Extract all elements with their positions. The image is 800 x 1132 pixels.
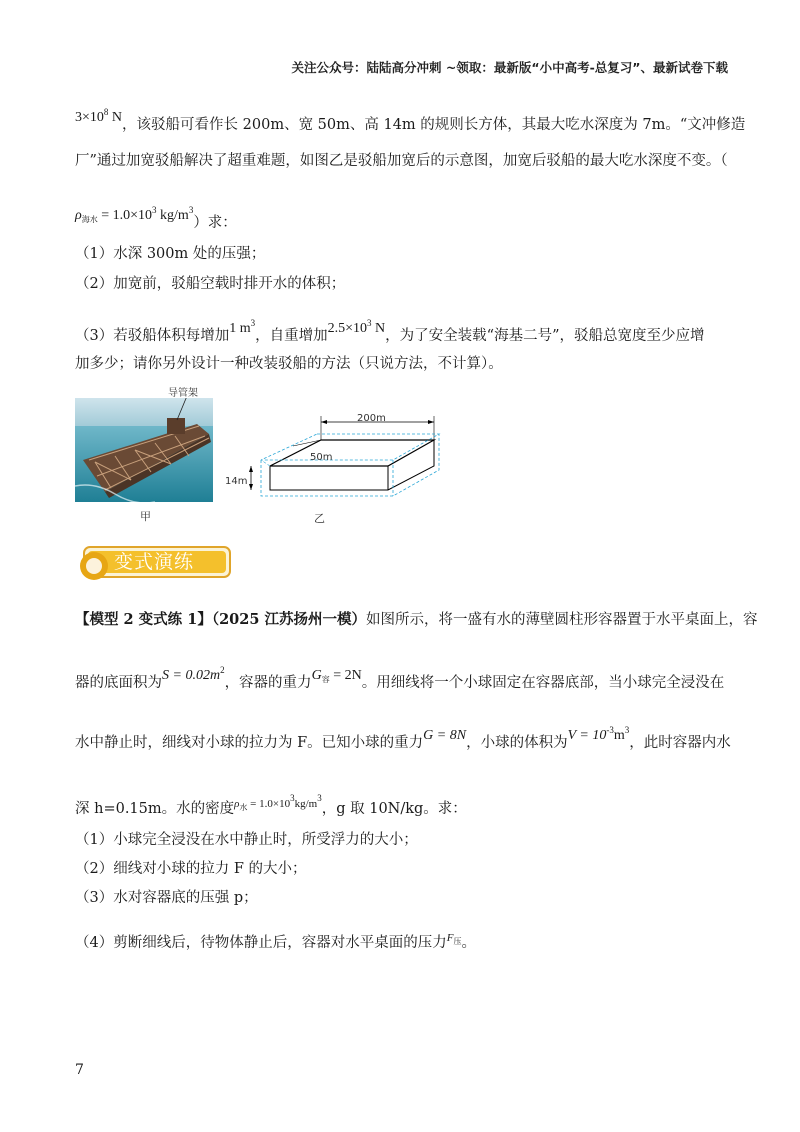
p1-line3: $\rho_{海水} = 1.0\times 10^3$ $kg/m^3$）求： <box>75 205 237 231</box>
volume-formula: 1 $m^3$ <box>229 318 256 336</box>
p2-source: （2025 江苏扬州一模） <box>211 611 366 628</box>
rho-seawater-formula: $\rho_{海水} = 1.0\times 10^3$ $kg/m^3$ <box>75 205 194 224</box>
length-label: 200m <box>357 413 386 424</box>
p2-line4: 深 h=0.15m。水的密度$^{\rho_水 = 1.0\times 10^3kg/m^3}$，g 取 10N/kg。求： <box>75 793 467 817</box>
p2-question-4: （4）剪断细线后，待物体静止后，容器对水平桌面的压力$^{F_压}$。 <box>75 932 476 951</box>
width-label: 50m <box>310 452 333 463</box>
ball-weight-formula: G = 8N <box>423 728 467 743</box>
p2-tag: 【模型 2 变式练 1】 <box>75 611 212 628</box>
p1-question-3: （3）若驳船体积每增加1 $m^3$，自重增加$2.5\times 10^3$ N，为了安全装载“海基二号”，驳船总宽度至少应增 <box>75 318 705 344</box>
banner-title: 变式演练 <box>114 551 195 573</box>
section-banner <box>78 544 233 582</box>
added-weight-formula: $2.5\times 10^3$ N <box>327 318 386 336</box>
weight-formula: $3\times 10^8$ N <box>75 107 123 125</box>
area-formula: $S = 0.02m^2$ <box>162 665 225 683</box>
p2-question-1: （1）小球完全浸没在水中静止时，所受浮力的大小； <box>75 832 418 848</box>
ball-volume-formula: $V = 10^{-3}m^3$ <box>567 725 630 743</box>
p1-line2: 厂”通过加宽驳船解决了超重难题，如图乙是驳船加宽后的示意图，加宽后驳船的最大吃水深度不变。（ <box>75 153 728 169</box>
water-density-formula: ρ水 = 1.0×103kg/m3 <box>234 793 322 812</box>
figure-caption-a: 甲 <box>140 510 151 523</box>
p1-line1: $3\times 10^8$ N，该驳船可看作长 200m、宽 50m、高 14m 的规则长方体，其最大吃水深度为 7m。“文冲修造 <box>75 107 746 133</box>
photo-annotation-label: 导管架 <box>168 388 198 399</box>
p1-question-2: （2）加宽前，驳船空载时排开水的体积； <box>75 276 346 292</box>
page-header: 关注公众号：陆陆高分冲刺 ~领取：最新版“小中高考-总复习”、最新试卷下载 <box>291 60 728 75</box>
height-label: 14m <box>225 476 248 487</box>
figure-caption-b: 乙 <box>314 512 325 525</box>
pressure-force-symbol: F压 <box>446 932 462 946</box>
p2-question-3: （3）水对容器底的压强 p； <box>75 890 258 906</box>
barge-photo <box>75 398 213 502</box>
p1-question-1: （1）水深 300m 处的压强； <box>75 246 266 262</box>
p2-question-2: （2）细线对小球的拉力 F 的大小； <box>75 861 307 877</box>
p2-line2: 器的底面积为$S = 0.02m^2$，容器的重力$G_容 = 2N$。用细线将一个小球固定在容器底部，当小球完全浸没在 <box>75 665 725 691</box>
p2-line3: 水中静止时，细线对小球的拉力为 F。已知小球的重力G = 8N，小球的体积为$V = 10^{-3}m^3$，此时容器内水 <box>75 725 731 751</box>
barge-diagram <box>225 410 470 510</box>
container-weight-formula: $G_容 = 2N$ <box>311 668 362 684</box>
page-number: 7 <box>75 1062 84 1078</box>
p1-question-3-cont: 加多少；请你另外设计一种改装驳船的方法（只说方法，不计算）。 <box>75 356 503 372</box>
p2-line1: 【模型 2 变式练 1】（2025 江苏扬州一模）如图所示，将一盛有水的薄壁圆柱形容器置于水平桌面上，容 <box>75 611 758 628</box>
